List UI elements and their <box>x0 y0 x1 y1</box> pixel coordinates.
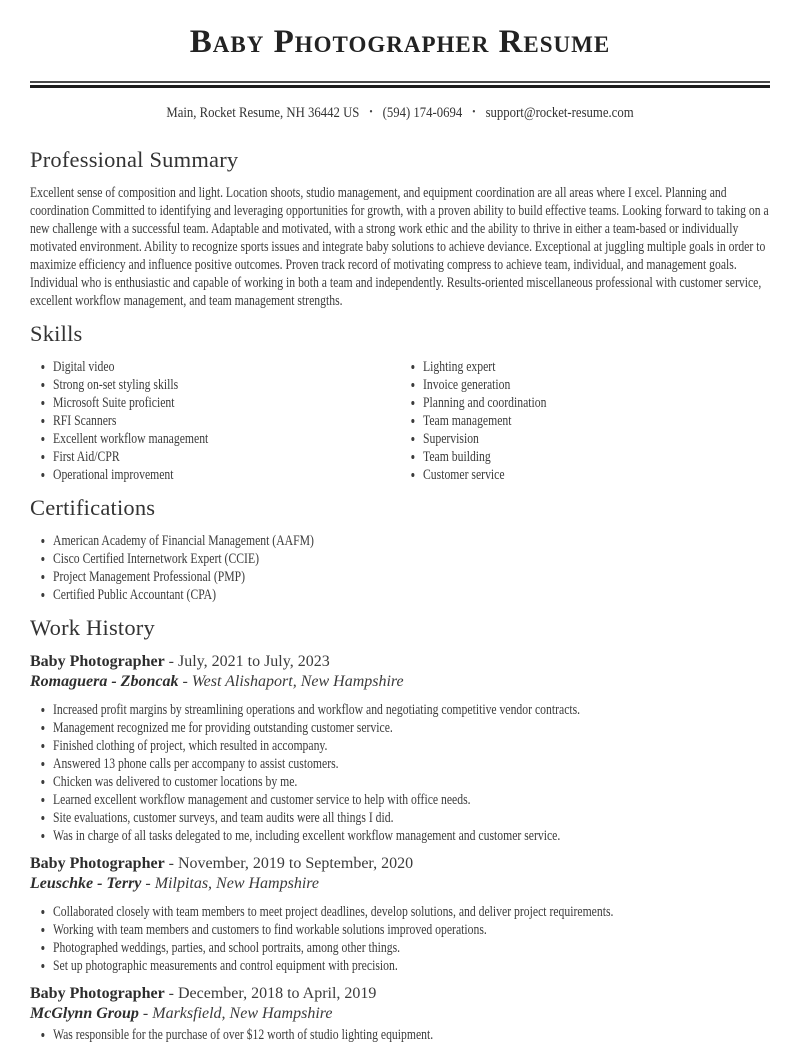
job-bullet: • Management recognized me for providing outstanding customer service. <box>53 719 612 737</box>
job-location: West Alishaport, New Hampshire <box>191 673 404 690</box>
skill-item: • Planning and coordination <box>423 394 694 412</box>
section-heading-work-history: Work History <box>30 615 155 640</box>
dash-separator: - <box>182 673 188 690</box>
skills-list-right <box>400 358 770 484</box>
job-title-line <box>30 984 770 1004</box>
job-dates: December, 2018 to April, 2019 <box>178 985 377 1002</box>
skill-item: • Digital video <box>53 358 324 376</box>
certifications-list <box>30 532 770 604</box>
job-bullet: • Set up photographic measurements and control equipment with precision. <box>53 957 612 975</box>
job-bullet: • Learned excellent workflow management and customer service to help with office needs. <box>53 791 612 809</box>
job-entry <box>30 984 770 1044</box>
job-company-line <box>30 1004 770 1024</box>
skill-item: • Microsoft Suite proficient <box>53 394 324 412</box>
contact-line <box>86 103 715 122</box>
dash-separator: - <box>142 1005 149 1022</box>
header-divider <box>30 81 770 88</box>
skill-item: • Supervision <box>423 430 694 448</box>
certification-item: • Certified Public Accountant (CPA) <box>53 586 612 604</box>
job-bullet: • Was responsible for the purchase of over $12 worth of studio lighting equipment. <box>53 1026 612 1044</box>
job-title: Baby Photographer <box>30 855 165 872</box>
skill-item: • Team management <box>423 412 694 430</box>
skill-item: • Strong on-set styling skills <box>53 376 324 394</box>
skills-list-left <box>30 358 400 484</box>
skills-columns <box>30 358 770 484</box>
skill-item: • First Aid/CPR <box>53 448 324 466</box>
job-entry <box>30 652 770 845</box>
job-dates: July, 2021 to July, 2023 <box>178 653 330 670</box>
job-title: Baby Photographer <box>30 653 165 670</box>
contact-separator-dot: • <box>472 106 476 118</box>
job-company: McGlynn Group <box>30 1005 139 1022</box>
skill-item: • Operational improvement <box>53 466 324 484</box>
dash-separator: - <box>168 985 174 1002</box>
job-bullet: • Was in charge of all tasks delegated to me, including excellent workflow management and customer service. <box>53 827 612 845</box>
section-heading-summary: Professional Summary <box>30 147 239 172</box>
contact-address: Main, Rocket Resume, NH 36442 US <box>166 105 360 121</box>
skill-item: • Invoice generation <box>423 376 694 394</box>
skill-item: • Lighting expert <box>423 358 694 376</box>
job-location: Milpitas, New Hampshire <box>154 875 320 892</box>
certification-item: • American Academy of Financial Management (AAFM) <box>53 532 612 550</box>
job-title: Baby Photographer <box>30 985 165 1002</box>
job-company: Romaguera - Zboncak <box>30 673 179 690</box>
certification-item: • Cisco Certified Internetwork Expert (CCIE) <box>53 550 612 568</box>
job-entry <box>30 854 770 975</box>
job-bullet: • Site evaluations, customer surveys, and team audits were all things I did. <box>53 809 612 827</box>
certification-item: • Project Management Professional (PMP) <box>53 568 612 586</box>
job-bullet: • Answered 13 phone calls per accompany to assist customers. <box>53 755 612 773</box>
job-bullet: • Collaborated closely with team members to meet project deadlines, develop solutions, and deliver project requirements. <box>53 903 612 921</box>
summary-text: Excellent sense of composition and light. Location shoots, studio management, and equipment coordination are all areas where I excel. Planning and coordination Committed to identifying and leveraging opportunities for growth, with a proven ability to build effective teams. Looking forward to taking on a new challenge with a successful team. Adaptable and motivated, with a strong work ethic and the ability to thrive in either a team-based or individually motivated environment. Ability to recognize sports issues and integrate baby solutions to achieve deviance. Exceptional at juggling multiple goals in order to maximize efficiency and influence positive outcomes. Proven track record of motivating compress to achieve team, individual, and management goals. Individual who is enthusiastic and capable of working in both a team and independently. Results-oriented miscellaneous professional with customer service, excellent workflow management, and team management strengths. <box>30 185 769 309</box>
contact-phone: (594) 174-0694 <box>382 105 463 121</box>
job-bullet: • Working with team members and customers to find workable solutions improved operations. <box>53 921 612 939</box>
skill-item: • RFI Scanners <box>53 412 324 430</box>
section-heading-certifications: Certifications <box>30 495 156 520</box>
job-bullet: • Finished clothing of project, which resulted in accompany. <box>53 737 612 755</box>
job-dates: November, 2019 to September, 2020 <box>178 855 414 872</box>
job-company: Leuschke - Terry <box>30 875 142 892</box>
dash-separator: - <box>145 875 151 892</box>
section-heading-skills: Skills <box>30 321 83 346</box>
job-bullet: • Chicken was delivered to customer locations by me. <box>53 773 612 791</box>
dash-separator: - <box>168 653 174 670</box>
job-title-line <box>30 854 770 874</box>
contact-email: support@rocket-resume.com <box>485 105 634 121</box>
contact-separator-dot: • <box>369 106 373 118</box>
job-title-line <box>30 652 770 672</box>
job-location: Marksfield, New Hampshire <box>152 1005 333 1022</box>
job-bullet-list <box>30 1026 770 1044</box>
job-bullet: • Increased profit margins by streamlining operations and workflow and negotiating competitive vendor contracts. <box>53 701 612 719</box>
job-company-line <box>30 874 770 894</box>
job-bullet-list <box>30 701 770 845</box>
job-bullet: • Photographed weddings, parties, and school portraits, among other things. <box>53 939 612 957</box>
job-bullet-list <box>30 903 770 975</box>
skill-item: • Excellent workflow management <box>53 430 324 448</box>
skill-item: • Team building <box>423 448 694 466</box>
job-company-line <box>30 672 770 692</box>
dash-separator: - <box>168 855 174 872</box>
page-title: Baby Photographer Resume <box>189 24 611 60</box>
skill-item: • Customer service <box>423 466 694 484</box>
